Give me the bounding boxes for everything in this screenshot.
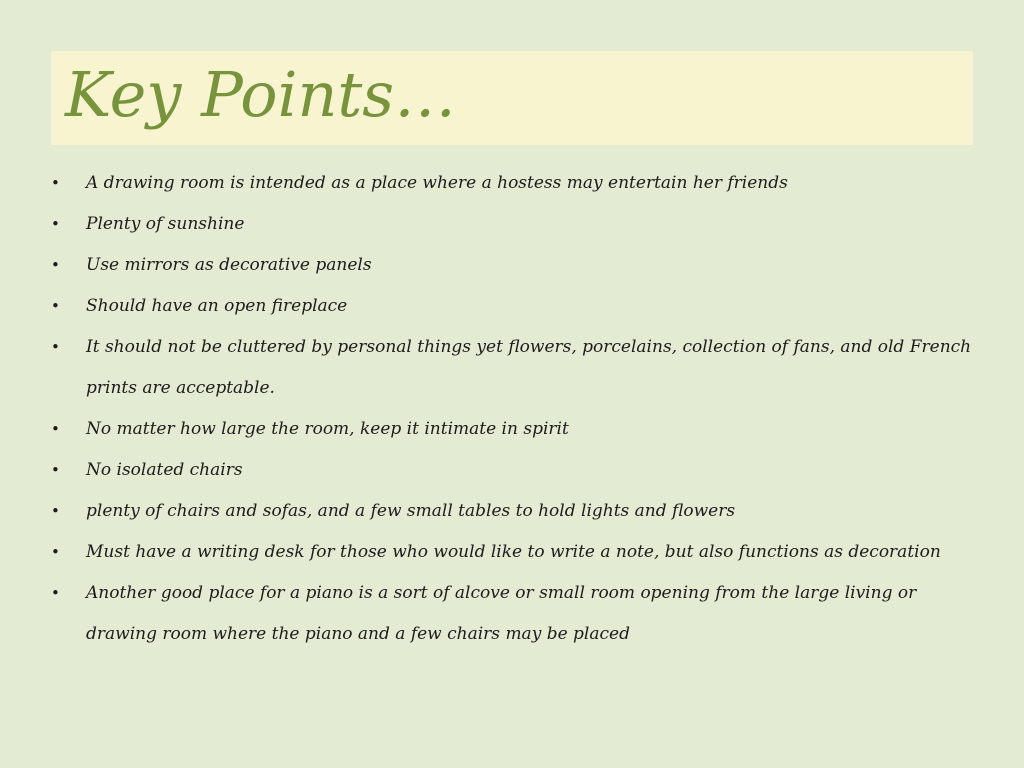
bullet-text: Should have an open fireplace [86, 296, 348, 316]
bullet-item [51, 491, 981, 532]
slide-title: Key Points… [65, 58, 457, 131]
bullet-dot-icon: • [51, 174, 60, 192]
bullet-dot-icon: • [51, 256, 60, 274]
bullet-dot-icon: • [51, 461, 60, 479]
bullet-dot-icon: • [51, 297, 60, 315]
bullet-item [51, 573, 981, 655]
bullet-item [51, 163, 981, 204]
bullet-text: It should not be cluttered by personal things yet flowers, porcelains, collection of fans, and old French prints are acceptable. [86, 337, 972, 398]
bullet-text: No matter how large the room, keep it intimate in spirit [86, 419, 569, 439]
bullet-text: A drawing room is intended as a place where a hostess may entertain her friends [86, 173, 788, 193]
bullet-item [51, 409, 981, 450]
bullet-text: Use mirrors as decorative panels [86, 255, 372, 275]
bullet-dot-icon: • [51, 502, 60, 520]
bullet-text: Another good place for a piano is a sort of alcove or small room opening from the large living or drawing room where the piano and a few chairs may be placed [86, 583, 917, 644]
bullet-dot-icon: • [51, 215, 60, 233]
bullet-dot-icon: • [51, 584, 60, 602]
title-bar [51, 51, 973, 145]
bullet-text: Must have a writing desk for those who would like to write a note, but also functions as decoration [86, 542, 941, 562]
bullet-list [51, 163, 981, 655]
bullet-item [51, 532, 981, 573]
bullet-text: No isolated chairs [86, 460, 243, 480]
bullet-item [51, 245, 981, 286]
bullet-dot-icon: • [51, 543, 60, 561]
bullet-text: plenty of chairs and sofas, and a few small tables to hold lights and flowers [86, 501, 736, 521]
bullet-item [51, 327, 981, 409]
bullet-item [51, 450, 981, 491]
bullet-dot-icon: • [51, 338, 60, 356]
bullet-item [51, 286, 981, 327]
bullet-dot-icon: • [51, 420, 60, 438]
bullet-text: Plenty of sunshine [86, 214, 245, 234]
bullet-item [51, 204, 981, 245]
